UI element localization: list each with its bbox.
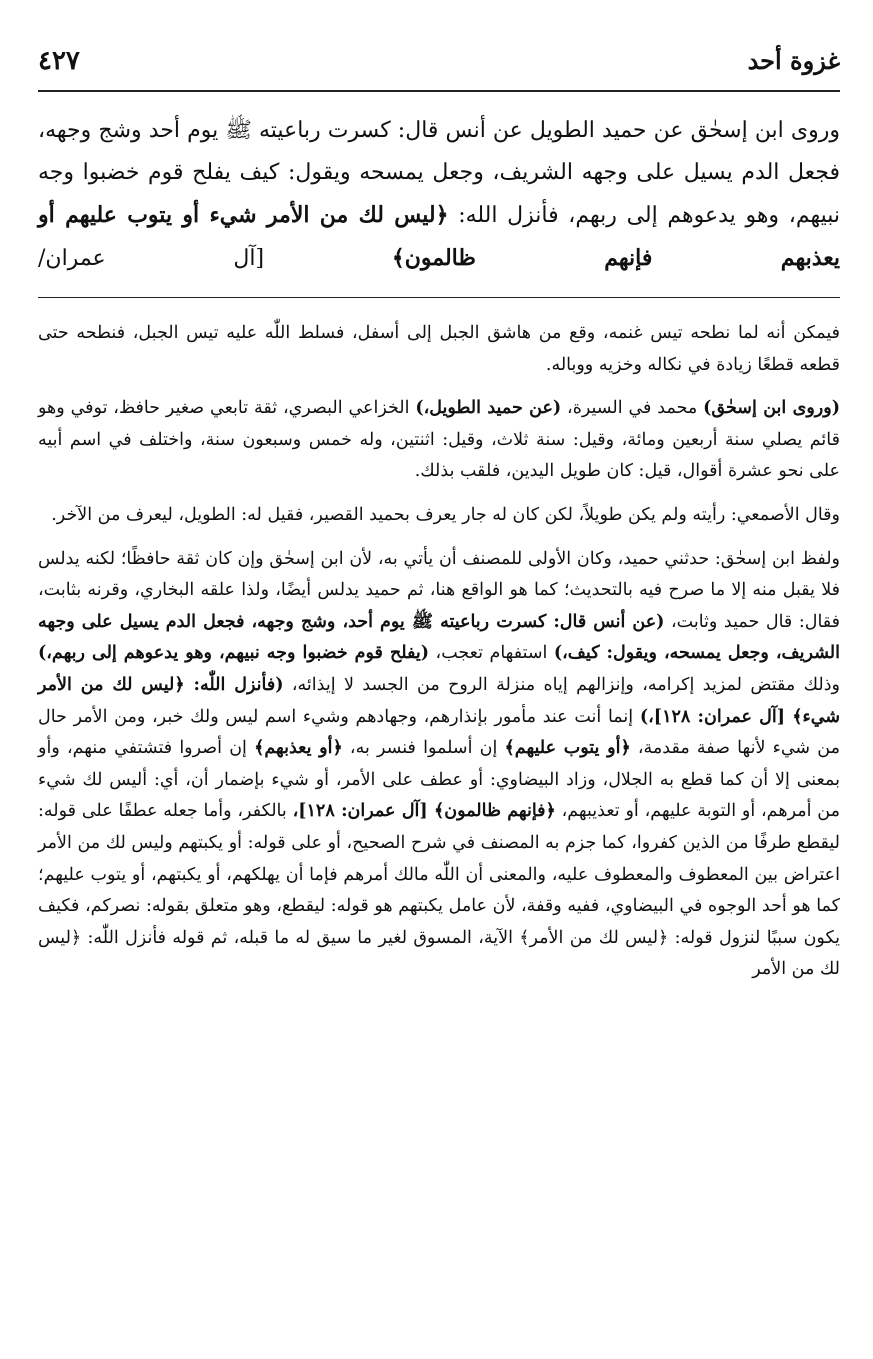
quoted-verse: ﴿فإنهم ظالمون﴾ [آل عمران: ١٢٨]، xyxy=(292,801,556,822)
commentary-text: ولفظ ابن إسحٰق: حدثني حميد، وكان الأولى للمصنف أن يأتي به، لأن ابن إسحٰق وإن كان ثقة حافظًا؛ لكنه يدلس فلا يقبل منه إلا ما صرح فيه بالتحديث؛ كما هو الواقع هنا، ثم حميد يدلس أيضًا، ولذا علقه البخاري، وقرنه بثابت، فقال: قال حميد وثابت، xyxy=(38,548,840,632)
commentary-paragraph-2 xyxy=(38,393,840,488)
quran-verse: ﴿ليس لك من الأمر شيء أو يتوب عليهم أو يعذبهم فإنهم ظالمون﴾ xyxy=(38,202,840,271)
quoted-phrase: (وروى ابن إسحٰق) xyxy=(703,398,840,419)
main-text xyxy=(38,110,840,280)
quoted-phrase: (عن حميد الطويل،) xyxy=(415,398,562,419)
quoted-phrase: (عن أنس قال: كسرت رباعيته ﷺ يوم أحد، وشج وجهه، فجعل الدم يسيل على وجهه الشريف، وجعل يمسحه، ويقول: كيف،) xyxy=(38,611,841,664)
commentary-paragraph-3: وقال الأصمعي: رأيته ولم يكن طويلاً، لكن كان له جار يعرف بحميد القصير، فقيل له: الطويل، ليعرف من الآخر. xyxy=(51,504,840,525)
quoted-verse: ﴿أو يعذبهم﴾ xyxy=(254,738,343,759)
chapter-title: غزوة أحد xyxy=(747,46,840,75)
commentary-text: استفهام تعجب، xyxy=(429,643,554,664)
commentary-text: بالكفر، وأما جعله عطفًا على قوله: ليقطع طرفًا من الذين كفروا، كما جزم به المصنف في شرح الصحيح، أو على قوله: أو يكبتهم وليس لك من الأمر اعتراض بين المعطوف والمعطوف عليه، والمعنى أن اللّٰه مالك أمرهم فإما أن يهلكهم، أو يكبتهم، أو يتوب عليهم؛ كما هو أحد الوجوه في البيضاوي، ففيه وقفة، لأن عامل يكبتهم هو قوله: ليقطع، وهو متعلق بقوله: نصركم، فكيف يكون سببًا لنزول قوله: ﴿ليس لك من الأمر﴾ الآية، المسوق لغير ما سيق له ما قبله، ثم قوله فأنزل اللّٰه: ﴿ليس لك من الأمر xyxy=(38,801,840,980)
commentary xyxy=(38,318,840,986)
book-page xyxy=(38,0,840,1359)
commentary-text: وذلك مقتض لمزيد إكرامه، وإنزالهم إياه منزلة الروح من الجسد لا إيذائه، xyxy=(283,674,840,695)
main-paragraph xyxy=(38,110,840,280)
commentary-paragraph-1: فيمكن أنه لما نطحه تيس غنمه، وقع من هاشق الجبل إلى أسفل، فسلط اللّٰه عليه تيس الجبل، فنطحه حتى قطعه قطعًا زيادة في نكاله وخزيه ووباله. xyxy=(38,323,840,375)
commentary-paragraph-4 xyxy=(38,544,840,986)
commentary-text: الخزاعي البصري، ثقة تابعي صغير حافظ، توفي وهو قائم يصلي سنة أربعين ومائة، وقيل: سنة ثلاث، وقيل: اثنتين، وله خمس وسبعون سنة، واختلف في اسم أبيه على نحو عشرة أقوال، قيل: كان طويل اليدين، فلقب بذلك. xyxy=(38,398,840,482)
commentary-text: محمد في السيرة، xyxy=(561,398,704,419)
quoted-phrase: (يفلح قوم خضبوا وجه نبيهم، وهو يدعوهم إلى ربهم،) xyxy=(38,643,430,664)
commentary-text: إن أسلموا فنسر به، xyxy=(342,738,505,759)
commentary-divider xyxy=(38,297,840,298)
page-number: ٤٢٧ xyxy=(38,46,80,76)
header-divider xyxy=(38,90,840,92)
commentary-text: إنما أنت عند مأمور بإنذارهم، وجهادهم وشيء اسم ليس ولك خبر، ومن الأمر حال من شيء لأنها صفة مقدمة، xyxy=(38,706,840,759)
quoted-verse: ﴿أو يتوب عليهم﴾ xyxy=(504,738,631,759)
page-header xyxy=(38,46,840,86)
main-text-after: [آل عمران/ xyxy=(38,246,392,271)
main-text-before: وروى ابن إسحٰق عن حميد الطويل عن أنس قال: كسرت رباعيته ﷺ يوم أحد وشج وجهه، فجعل الدم يسيل على وجهه الشريف، وجعل يمسحه ويقول: كيف يفلح قوم خضبوا وجه نبيهم، وهو يدعوهم إلى ربهم، فأنزل الله: xyxy=(38,118,840,228)
quoted-phrase: (فأنزل اللّٰه: ﴿ليس لك من الأمر شيء﴾ [آل عمران: ١٢٨]،) xyxy=(38,674,840,727)
commentary-text: إن أصروا فتشتفي منهم، وأو بمعنى إلا أن كما قطع به الجلال، وزاد البيضاوي: أو عطف على الأمر، أو شيء بإضمار أن، أي: أليس لك شيء من أمرهم، أو التوبة عليهم، أو تعذيبهم، xyxy=(38,738,840,822)
